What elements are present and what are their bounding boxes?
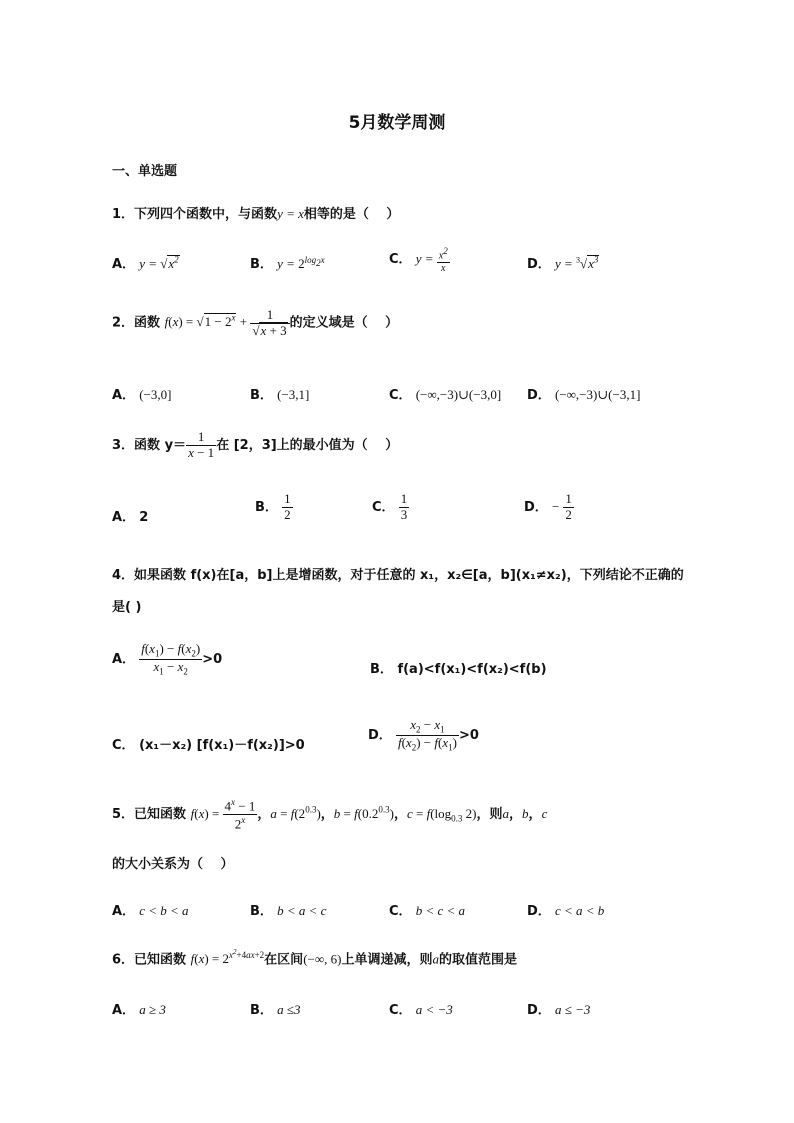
option-d[interactable]	[527, 253, 599, 272]
question-5	[112, 797, 547, 833]
option-text: a ≤3	[277, 1002, 301, 1017]
option-math: y = $\frac{x^2}{x}$	[415, 246, 448, 274]
question-1	[112, 203, 399, 222]
option-label: B．	[255, 499, 278, 515]
question-number: 6．	[112, 952, 135, 968]
option-d[interactable]	[527, 999, 590, 1018]
option-b[interactable]	[255, 492, 293, 523]
question-5-line2: 的大小关系为（ ）	[112, 857, 234, 872]
question-stem-end: 相等的是（ ）	[303, 207, 400, 222]
option-text: b < a < c	[277, 903, 327, 918]
option-text: a ≥ 3	[139, 1002, 166, 1017]
option-text: (−3,1]	[277, 387, 310, 402]
question-stem: 函数 y＝	[134, 437, 187, 453]
question-number: 4．	[112, 568, 135, 583]
option-label: D．	[368, 727, 392, 743]
math-expression: y = x	[277, 206, 304, 221]
option-b[interactable]	[250, 900, 326, 919]
option-label: A．	[112, 510, 136, 525]
option-a[interactable]	[112, 900, 189, 919]
math-expression: $f(x) = 2^{x^2+4ax+2}$	[190, 948, 265, 967]
option-b[interactable]	[250, 384, 309, 403]
option-label: D．	[527, 1003, 551, 1018]
question-2	[112, 308, 398, 339]
option-c[interactable]	[389, 999, 453, 1018]
option-label: B．	[250, 388, 273, 403]
question-number: 5．	[112, 806, 135, 822]
option-a[interactable]	[112, 506, 148, 525]
option-label: B．	[250, 257, 273, 272]
option-a[interactable]	[112, 999, 166, 1018]
option-label: C．	[389, 252, 412, 268]
option-label: C．	[389, 904, 412, 919]
option-b[interactable]	[250, 999, 300, 1018]
option-label: B．	[250, 904, 273, 919]
option-d[interactable]	[368, 718, 479, 753]
option-fraction: $\frac{1}{2}$	[284, 491, 291, 522]
question-number: 1．	[112, 207, 135, 222]
option-label: D．	[524, 499, 548, 515]
question-stem: 下列四个函数中，与函数	[134, 207, 278, 222]
option-c[interactable]	[389, 246, 450, 274]
option-label: A．	[112, 1003, 136, 1018]
question-3	[112, 430, 398, 461]
option-a[interactable]	[112, 384, 171, 403]
option-fraction: $\frac{1}{2}$	[565, 491, 572, 522]
question-number: 2．	[112, 315, 135, 331]
variable-a: a	[432, 951, 439, 967]
question-4-line2: 是( )	[112, 600, 142, 615]
option-math: $y = ^3√x^3$	[554, 254, 599, 271]
question-stem-end: 的取值范围是	[438, 952, 517, 968]
option-a[interactable]	[112, 642, 222, 677]
option-label: C．	[389, 388, 412, 403]
option-math: $y = 2^{log_2x}$	[277, 254, 325, 271]
option-text: (−∞,−3)∪(−3,0]	[415, 387, 502, 402]
section-heading: 一、单选题	[112, 164, 178, 179]
option-d[interactable]	[524, 492, 574, 523]
math-fraction: $\frac{1}{x - 1}$	[188, 429, 215, 460]
option-label: C．	[389, 1003, 412, 1018]
option-text: a ≤ −3	[554, 1002, 591, 1017]
question-stem-end: 的定义域是（ ）	[289, 315, 399, 331]
option-label: D．	[527, 257, 551, 272]
question-stem: 在区间	[264, 952, 304, 968]
option-math: $y = √x^2$	[139, 254, 179, 271]
option-label: C．	[112, 738, 135, 753]
option-b[interactable]	[370, 658, 547, 677]
option-a[interactable]	[112, 253, 180, 272]
question-stem: 如果函数 f(x)在[a，b]上是增函数，对于任意的 x₁，x₂∈[a，b](x₁≠x₂)，下列结论不正确的	[134, 568, 684, 583]
option-fraction: $\frac{1}{3}$	[400, 491, 408, 522]
option-c[interactable]	[389, 900, 465, 919]
option-label: A．	[112, 257, 136, 272]
option-text: >0	[202, 651, 223, 667]
option-b[interactable]	[250, 253, 325, 272]
option-label: D．	[527, 388, 551, 403]
option-text: >0	[458, 727, 479, 743]
question-stem: 函数	[134, 315, 161, 331]
interval-expression: (−∞, 6)	[303, 951, 342, 967]
question-stem: 已知函数	[134, 806, 187, 822]
question-stem: 已知函数	[134, 952, 187, 968]
option-text: a < −3	[415, 1002, 453, 1017]
minus-sign: −	[551, 498, 560, 514]
page-title: 5月数学周测	[348, 113, 446, 133]
option-text: f(a)<f(x₁)<f(x₂)<f(b)	[397, 662, 547, 677]
option-text: b < c < a	[415, 903, 466, 918]
option-text: (x₁－x₂) [f(x₁)－f(x₂)]>0	[139, 738, 305, 753]
option-text: 2	[139, 510, 149, 525]
option-c[interactable]	[112, 734, 305, 753]
math-expression: f(x) = $\frac{4^x - 1}{2^x}$ ，$a = f(2^{0.3})$，$b = f(0.2^{0.3})$，$c = f(\log_{0.3}$ 2)，则a，b，c	[190, 797, 548, 832]
question-number: 3．	[112, 437, 135, 453]
option-label: B．	[250, 1003, 273, 1018]
option-label: C．	[372, 499, 395, 515]
option-c[interactable]	[372, 492, 409, 523]
option-text: (−3,0]	[139, 387, 172, 402]
option-c[interactable]	[389, 384, 501, 403]
question-stem-end: 在 [2，3]上的最小值为（ ）	[216, 437, 399, 453]
option-label: B．	[370, 662, 393, 677]
math-expression: $f(x) = √1 - 2^x$ + $\frac{1}{√x + 3}$	[165, 314, 290, 329]
option-label: A．	[112, 651, 136, 667]
option-text: c < a < b	[554, 903, 605, 918]
option-fraction: $\frac{x_2 - x_1}{f(x_2) - f(x_1)}$	[397, 717, 457, 753]
option-fraction: $\frac{f(x_1) - f(x_2)}{x_1 - x_2}$	[141, 641, 201, 677]
question-6	[112, 948, 517, 967]
question-stem: 上单调递减，则	[341, 952, 433, 968]
option-label: A．	[112, 388, 136, 403]
option-label: A．	[112, 904, 136, 919]
option-text: c < b < a	[139, 903, 189, 918]
option-label: D．	[527, 904, 551, 919]
question-4	[112, 564, 684, 583]
option-d[interactable]	[527, 900, 604, 919]
option-d[interactable]	[527, 384, 640, 403]
option-text: (−∞,−3)∪(−3,1]	[554, 387, 641, 402]
